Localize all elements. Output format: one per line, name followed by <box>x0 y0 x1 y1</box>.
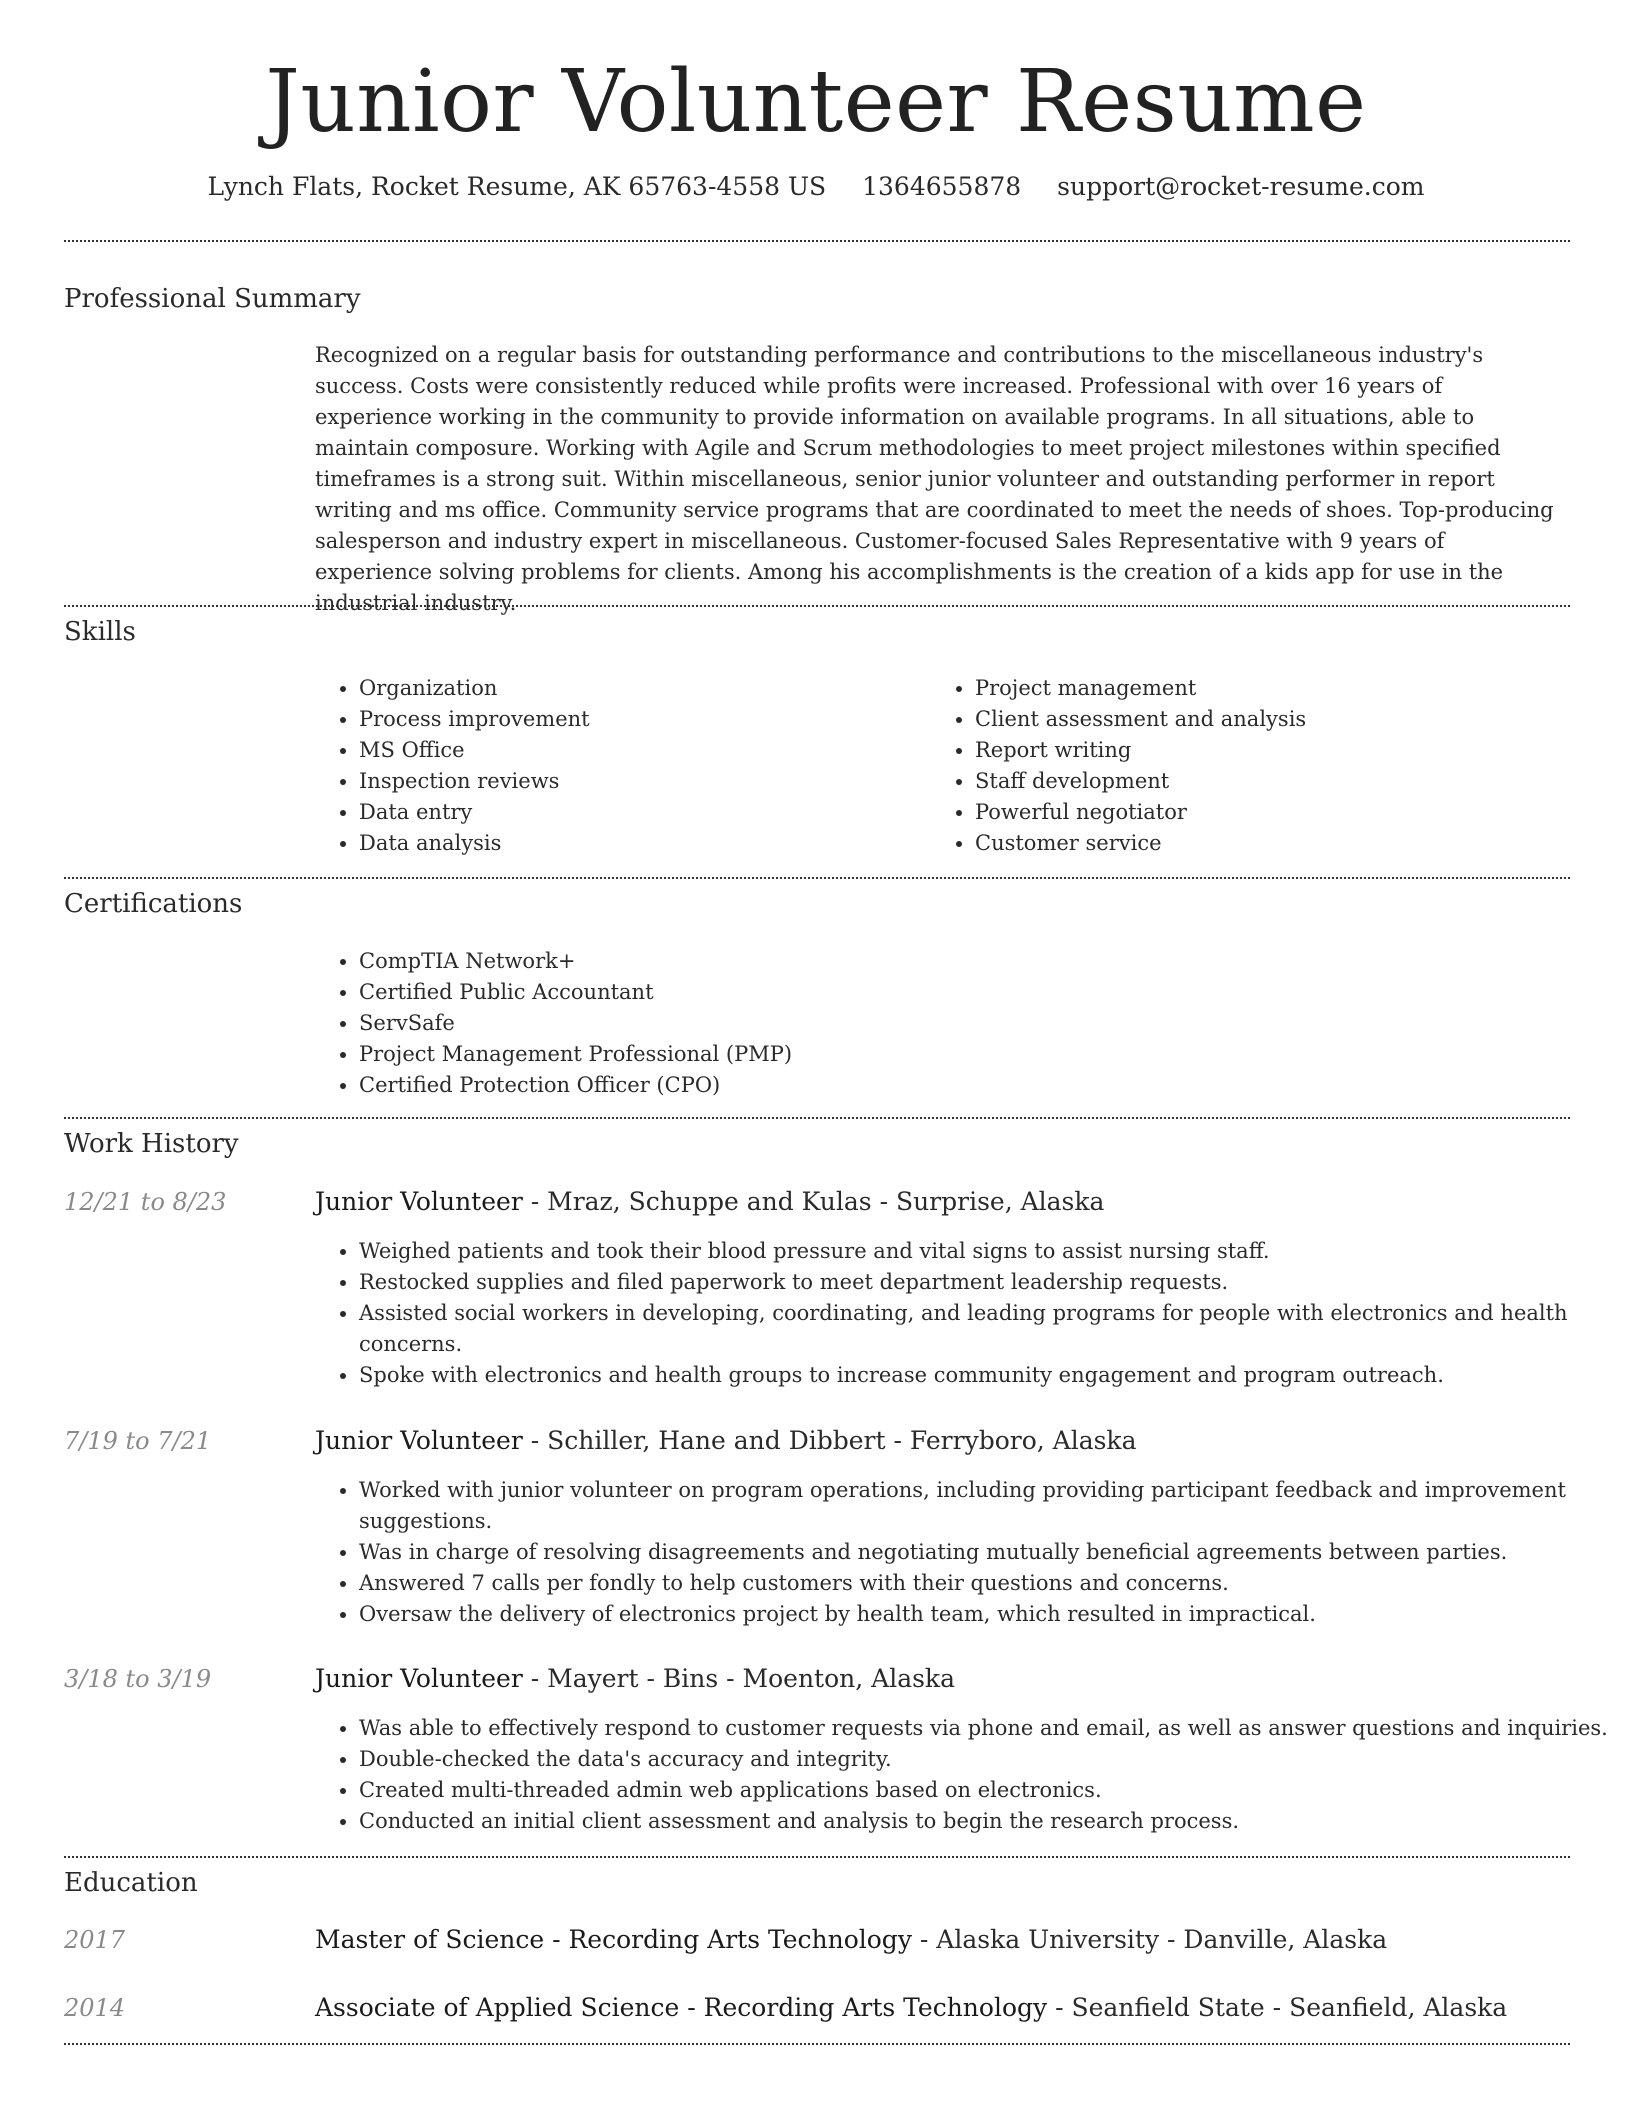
list-item: • Oversaw the delivery of electronics project by health team, which resulted in impractical. <box>359 1599 1599 1630</box>
skills-list-left <box>315 673 919 859</box>
summary-text: Recognized on a regular basis for outstanding performance and contributions to the miscellaneous industry's success. Costs were consistently reduced while profits were increased. Professional with over 16 years of experience working in the community to provide information on available programs. In all situations, able to maintain composure. Working with Agile and Scrum methodologies to meet project milestones within specified timeframes is a strong suit. Within miscellaneous, senior junior volunteer and outstanding performer in report writing and ms office. Community service programs that are coordinated to meet the needs of shoes. Top-producing salesperson and industry expert in miscellaneous. Customer-focused Sales Representative with 9 years of experience solving problems for clients. Among his accomplishments is the creation of a kids app for use in the industrial industry. <box>315 343 1554 615</box>
list-item: • Client assessment and analysis <box>975 704 1575 735</box>
list-item: • Assisted social workers in developing, coordinating, and leading programs for people with electronics and health concerns. <box>359 1298 1599 1360</box>
list-item: • Worked with junior volunteer on program operations, including providing participant feedback and improvement suggestions. <box>359 1475 1599 1537</box>
contact-address: Lynch Flats, Rocket Resume, AK 65763-4558 US <box>207 172 827 201</box>
list-item: • Project Management Professional (PMP) <box>359 1039 1559 1070</box>
job-heading <box>315 1664 955 1693</box>
list-item: • CompTIA Network+ <box>359 946 1559 977</box>
divider <box>64 2043 1570 2045</box>
list-item: • Created multi-threaded admin web applications based on electronics. <box>359 1775 1619 1806</box>
list-item: • Inspection reviews <box>359 766 919 797</box>
job-title: Junior Volunteer <box>315 1664 523 1693</box>
divider <box>64 605 1570 607</box>
job-company: - Mraz, Schuppe and Kulas - Surprise, Alaska <box>522 1187 1105 1216</box>
list-item: • Conducted an initial client assessment and analysis to begin the research process. <box>359 1806 1619 1837</box>
skills-heading: Skills <box>64 617 136 647</box>
education-year: 2014 <box>64 1994 126 2022</box>
education-entry <box>315 1925 1387 1954</box>
job-bullets <box>315 1713 1619 1837</box>
list-item: • Spoke with electronics and health groups to increase community engagement and program outreach. <box>359 1360 1599 1391</box>
job-dates: 12/21 to 8/23 <box>64 1188 227 1216</box>
job-title: Junior Volunteer <box>315 1187 523 1216</box>
list-item: • Project management <box>975 673 1575 704</box>
job-bullets <box>315 1236 1599 1391</box>
certifications-heading: Certifications <box>64 889 243 919</box>
list-item: • Was in charge of resolving disagreements and negotiating mutually beneficial agreements between parties. <box>359 1537 1599 1568</box>
job-title: Junior Volunteer <box>315 1426 523 1455</box>
work-history-heading: Work History <box>64 1129 239 1159</box>
degree: Associate of Applied Science - Recording Arts Technology <box>315 1993 1048 2022</box>
job-heading <box>315 1187 1104 1216</box>
list-item: • Weighed patients and took their blood pressure and vital signs to assist nursing staff. <box>359 1236 1599 1267</box>
list-item: • Was able to effectively respond to customer requests via phone and email, as well as answer questions and inquiries. <box>359 1713 1619 1744</box>
list-item: • Certified Public Accountant <box>359 977 1559 1008</box>
certifications-list <box>315 946 1559 1101</box>
list-item: • Powerful negotiator <box>975 797 1575 828</box>
list-item: • Answered 7 calls per fondly to help customers with their questions and concerns. <box>359 1568 1599 1599</box>
skills-list-right <box>931 673 1575 859</box>
education-year: 2017 <box>64 1926 126 1954</box>
list-item: • Staff development <box>975 766 1575 797</box>
job-company: - Mayert - Bins - Moenton, Alaska <box>522 1664 955 1693</box>
list-item: • Organization <box>359 673 919 704</box>
list-item: • Customer service <box>975 828 1575 859</box>
job-dates: 3/18 to 3/19 <box>64 1665 212 1693</box>
list-item: • Double-checked the data's accuracy and integrity. <box>359 1744 1619 1775</box>
degree: Master of Science - Recording Arts Technology <box>315 1925 912 1954</box>
job-bullets <box>315 1475 1599 1630</box>
job-dates: 7/19 to 7/21 <box>64 1427 212 1455</box>
divider <box>64 1117 1570 1119</box>
school: - Seanfield State - Seanfield, Alaska <box>1047 1993 1508 2022</box>
list-item: • MS Office <box>359 735 919 766</box>
divider <box>64 877 1570 879</box>
education-heading: Education <box>64 1868 198 1898</box>
school: - Alaska University - Danville, Alaska <box>911 1925 1388 1954</box>
list-item: • Process improvement <box>359 704 919 735</box>
divider <box>64 1856 1570 1858</box>
job-heading <box>315 1426 1137 1455</box>
resume-title: Junior Volunteer Resume <box>265 52 1367 152</box>
job-company: - Schiller, Hane and Dibbert - Ferryboro, Alaska <box>522 1426 1137 1455</box>
list-item: • Certified Protection Officer (CPO) <box>359 1070 1559 1101</box>
list-item: • Restocked supplies and filed paperwork to meet department leadership requests. <box>359 1267 1599 1298</box>
divider <box>64 240 1570 242</box>
summary-heading: Professional Summary <box>64 284 361 314</box>
list-item: • Data analysis <box>359 828 919 859</box>
list-item: • Report writing <box>975 735 1575 766</box>
list-item: • Data entry <box>359 797 919 828</box>
contact-email: support@rocket-resume.com <box>1057 172 1425 201</box>
list-item: • ServSafe <box>359 1008 1559 1039</box>
contact-phone: 1364655878 <box>862 172 1022 201</box>
education-entry <box>315 1993 1507 2022</box>
contact-line <box>0 172 1632 201</box>
